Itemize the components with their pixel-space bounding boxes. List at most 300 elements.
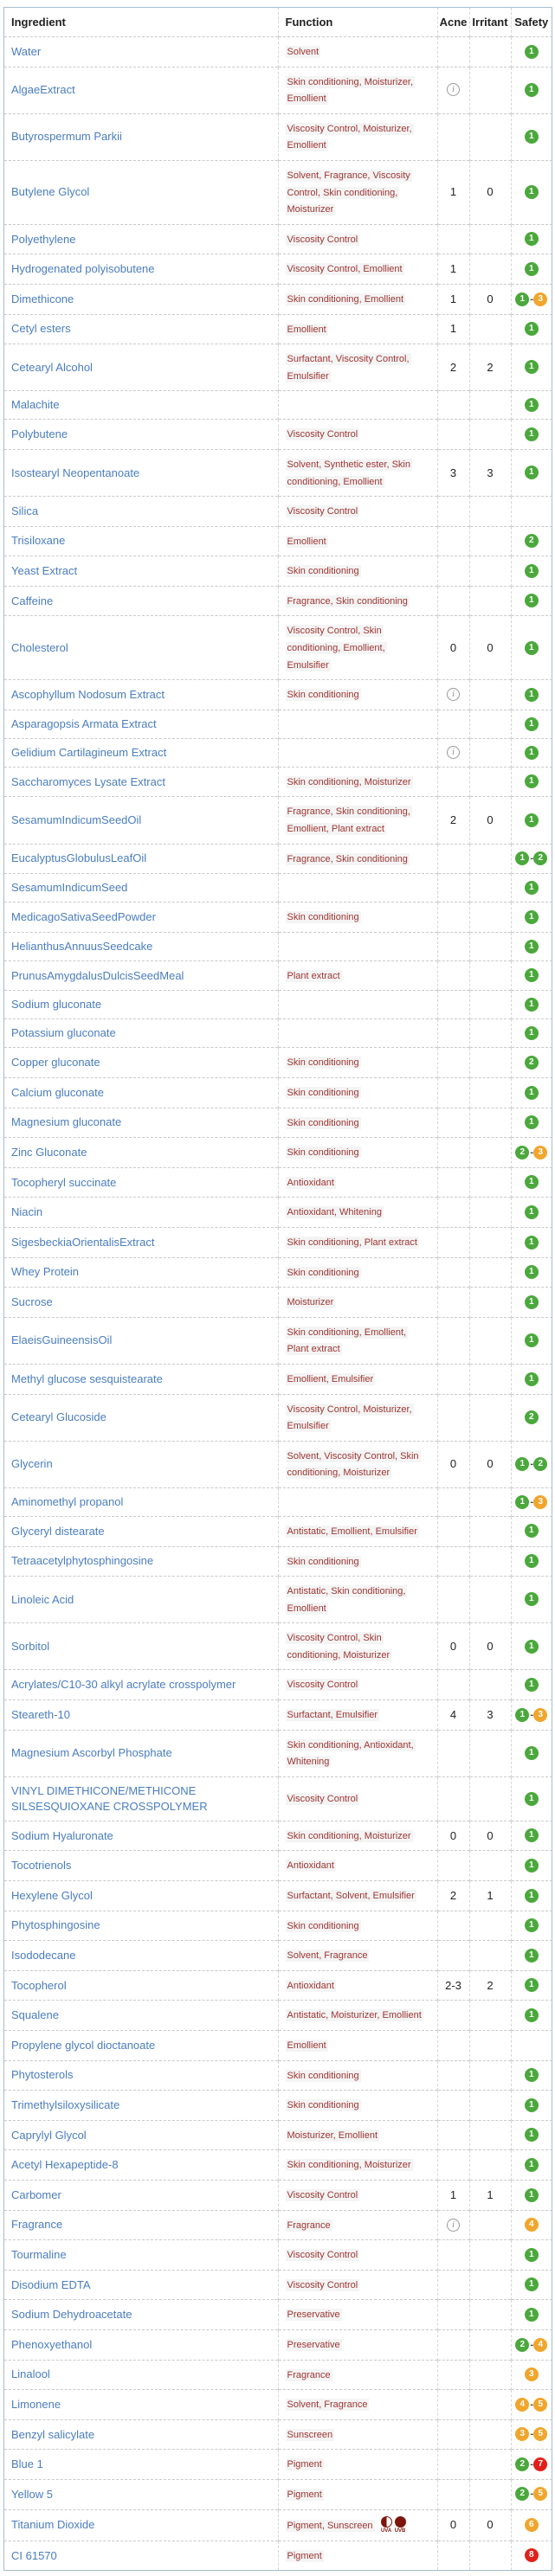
ingredient-link[interactable]: Sorbitol [11,1639,50,1653]
table-row [4,1941,552,1971]
safety-cell [511,1167,552,1198]
function-cell [278,797,437,844]
table-row [4,797,552,844]
safety-badge: 1 [525,262,539,276]
safety-cell [511,1700,552,1731]
ingredient-link[interactable]: Butylene Glycol [11,185,90,199]
function-cell [278,224,437,254]
function-cell [278,1941,437,1971]
safety-range-dash: - [530,1459,533,1470]
irritant-cell [469,1623,511,1670]
ingredient-link[interactable]: Propylene glycol dioctanoate [11,2038,156,2052]
ingredient-link[interactable]: Disodium EDTA [11,2277,91,2291]
ingredient-link[interactable]: Polybutene [11,427,68,441]
ingredient-link[interactable]: Linoleic Acid [11,1592,74,1606]
safety-badge: 1 [525,2188,539,2202]
ingredient-link[interactable]: Benzyl salicylate [11,2427,95,2441]
ingredient-link[interactable]: Magnesium gluconate [11,1115,122,1129]
function-text: Pigment, Sunscreen [287,2521,373,2532]
uv-protection-icons [378,2516,406,2534]
uva-icon [381,2516,392,2534]
function-cell [278,1776,437,1821]
acne-cell [437,37,469,67]
safety-badge: 4 [525,2218,539,2232]
safety-badge: 2 [525,1056,539,1070]
table-row [4,2240,552,2271]
irritant-cell [469,2150,511,2181]
safety-badge: 1 [525,813,539,827]
function-cell [278,2390,437,2420]
function-cell [278,314,437,344]
function-cell [278,391,437,420]
irritant-cell [469,2300,511,2330]
irritant-cell [469,1227,511,1257]
ingredient-link[interactable]: Cholesterol [11,640,68,654]
acne-cell [437,1138,469,1168]
ingredient-link[interactable]: Silica [11,504,39,517]
ingredient-link[interactable]: ElaeisGuineensisOil [11,1333,113,1347]
ingredient-link[interactable]: PrunusAmygdalusDulcisSeedMeal [11,968,184,982]
function-text: Skin conditioning, Moisturizer [287,2160,411,2171]
table-row [4,1048,552,1078]
safety-badge: 1 [525,1115,539,1129]
acne-value: 3 [449,466,457,479]
safety-cell [511,1546,552,1577]
safety-cell [511,2300,552,2330]
irritant-cell [469,1138,511,1168]
irritant-cell [469,1821,511,1851]
ingredient-link[interactable]: CI 61570 [11,2548,57,2562]
ingredient-link[interactable]: Yeast Extract [11,564,78,578]
table-row [4,1821,552,1851]
safety-badge: 1 [525,232,539,246]
function-cell [278,2450,437,2480]
irritant-value: 2 [487,1978,494,1992]
safety-cell [511,2329,552,2360]
table-row [4,616,552,680]
ingredient-link[interactable]: Titanium Dioxide [11,2518,95,2532]
irritant-cell [469,2180,511,2210]
ingredient-link[interactable]: Ascophyllum Nodosum Extract [11,688,165,702]
function-text: Surfactant, Emulsifier [287,1710,378,1721]
acne-cell [437,1881,469,1911]
ingredient-cell [4,1881,278,1911]
ingredient-link[interactable]: Malachite [11,398,60,412]
ingredient-link[interactable]: Steareth-10 [11,1707,70,1721]
irritant-cell [469,556,511,587]
ingredient-link[interactable]: Acetyl Hexapeptide-8 [11,2158,119,2172]
function-cell [278,586,437,616]
safety-badge: 1 [525,594,539,607]
safety-cell [511,1670,552,1700]
ingredient-link[interactable]: Cetearyl Alcohol [11,360,93,374]
safety-cell [511,1364,552,1394]
ingredient-cell [4,1546,278,1577]
safety-badge: 5 [533,2427,547,2441]
acne-cell [437,224,469,254]
irritant-cell [469,314,511,344]
irritant-cell [469,1970,511,2001]
safety-badge: 1 [525,2248,539,2262]
safety-cell [511,1108,552,1138]
irritant-cell [469,797,511,844]
function-cell [278,2419,437,2450]
table-row [4,1227,552,1257]
ingredient-link[interactable]: Fragrance [11,2218,63,2232]
info-icon[interactable]: i [447,746,460,759]
ingredient-link[interactable]: Tocopheryl succinate [11,1175,117,1189]
function-text: Plant extract [287,970,340,981]
uvb-icon [395,2516,406,2534]
ingredient-link[interactable]: Saccharomyces Lysate Extract [11,774,165,788]
function-cell [278,1851,437,1881]
acne-cell [437,2091,469,2121]
ingredient-link[interactable]: Tocotrienols [11,1859,72,1873]
acne-value: 2 [449,1888,457,1902]
table-row [4,2419,552,2450]
acne-cell [437,2541,469,2570]
safety-badge: 1 [525,2098,539,2112]
acne-cell [437,1257,469,1288]
function-text: Fragrance, Skin conditioning, Emollient, Plant extract [287,806,410,835]
ingredient-link[interactable]: Dimethicone [11,292,74,305]
safety-badge: 3 [515,2427,529,2441]
acne-value: 2 [449,813,457,827]
ingredient-cell [4,932,278,960]
ingredient-link[interactable]: Isododecane [11,1949,76,1963]
safety-cell [511,556,552,587]
ingredient-link[interactable]: Trimethylsiloxysilicate [11,2097,120,2111]
safety-badge: 1 [525,1859,539,1873]
function-text: Skin conditioning, Moisturizer [287,1830,411,1841]
ingredient-link[interactable]: Caprylyl Glycol [11,2128,87,2142]
irritant-cell [469,616,511,680]
ingredient-link[interactable]: Limonene [11,2397,61,2411]
function-text: Moisturizer, Emollient [287,2130,378,2141]
function-cell [278,1108,437,1138]
safety-range-dash: - [530,2339,533,2350]
acne-cell [437,680,469,710]
function-text: Skin conditioning [287,2100,359,2111]
ingredient-link[interactable]: Butyrospermum Parkii [11,130,122,144]
acne-cell [437,960,469,991]
table-row [4,1138,552,1168]
ingredient-link[interactable]: Cetearyl Glucoside [11,1410,106,1424]
ingredient-cell [4,1577,278,1623]
ingredient-link[interactable]: Tetraacetylphytosphingosine [11,1554,154,1568]
irritant-cell [469,1019,511,1048]
info-icon[interactable]: i [447,2219,460,2232]
irritant-value: 1 [487,2187,494,2201]
ingredient-link[interactable]: VINYL DIMETHICONE/METHICONE SILSESQUIOXANE CROSSPOLYMER [11,1783,208,1813]
safety-badge: 1 [525,1640,539,1654]
irritant-cell [469,2419,511,2450]
table-row [4,1700,552,1731]
irritant-value: 3 [487,1707,494,1721]
function-text: Emollient [287,324,326,335]
safety-badge: 1 [525,746,539,760]
safety-cell [511,344,552,391]
function-cell [278,1911,437,1941]
ingredient-link[interactable]: Squalene [11,2008,59,2022]
function-cell [278,1364,437,1394]
safety-cell [511,1730,552,1776]
ingredient-link[interactable]: Phenoxyethanol [11,2337,93,2351]
acne-value: 0 [449,640,457,654]
header-ingredient: Ingredient [11,16,66,29]
ingredient-link[interactable]: Blue 1 [11,2457,43,2471]
acne-cell [437,2210,469,2240]
acne-cell [437,874,469,903]
irritant-cell [469,2479,511,2509]
table-row [4,1487,552,1516]
safety-cell [511,797,552,844]
ingredient-link[interactable]: Sucrose [11,1294,53,1308]
ingredient-cell [4,586,278,616]
safety-badge: 1 [525,1236,539,1249]
safety-cell [511,314,552,344]
safety-cell [511,2031,552,2061]
acne-cell [437,1288,469,1318]
function-text: Pigment [287,2550,322,2561]
function-cell [278,1048,437,1078]
table-row [4,1670,552,1700]
safety-cell [511,1288,552,1318]
safety-cell [511,1941,552,1971]
acne-cell [437,1078,469,1108]
acne-cell [437,903,469,933]
safety-cell [511,1138,552,1168]
irritant-cell [469,1078,511,1108]
ingredient-link[interactable]: SesamumIndicumSeed [11,881,128,895]
ingredient-link[interactable]: Glyceryl distearate [11,1524,105,1538]
function-cell [278,767,437,797]
acne-cell [437,1487,469,1516]
ingredient-link[interactable]: Yellow 5 [11,2487,53,2501]
function-cell [278,2150,437,2181]
ingredient-cell [4,284,278,314]
safety-cell [511,2210,552,2240]
irritant-cell [469,710,511,738]
safety-cell [511,1078,552,1108]
function-text: Solvent, Synthetic ester, Skin conditioning, Emollient [287,459,410,487]
safety-badge: 1 [525,1678,539,1692]
safety-cell [511,1623,552,1670]
ingredient-link[interactable]: Gelidium Cartilagineum Extract [11,745,167,759]
ingredient-cell [4,2240,278,2271]
table-row [4,67,552,113]
ingredient-cell [4,2360,278,2390]
irritant-cell [469,586,511,616]
acne-cell [437,1227,469,1257]
function-cell [278,1487,437,1516]
table-row [4,2360,552,2390]
ingredient-link[interactable]: Asparagopsis Armata Extract [11,716,157,730]
function-cell [278,2509,437,2541]
irritant-cell [469,738,511,767]
safety-cell [511,616,552,680]
function-text: Pigment [287,2489,322,2500]
function-text: Antioxidant, Whitening [287,1207,382,1218]
function-text: Antioxidant [287,1177,334,1188]
ingredient-cell [4,1911,278,1941]
irritant-cell [469,344,511,391]
function-text: Skin conditioning [287,1088,359,1098]
safety-range-dash: - [530,1709,533,1720]
ingredient-link[interactable]: Tocopherol [11,1978,67,1992]
ingredient-link[interactable]: Zinc Gluconate [11,1145,87,1159]
ingredient-link[interactable]: Linalool [11,2367,50,2381]
safety-cell [511,844,552,874]
irritant-cell [469,2240,511,2271]
safety-badge: 1 [515,292,529,306]
acne-cell [437,710,469,738]
safety-cell [511,1487,552,1516]
ingredient-link[interactable]: Tourmaline [11,2247,67,2261]
table-header-row [4,8,552,37]
function-text: Skin conditioning, Moisturizer, Emollient [287,76,414,105]
ingredient-link[interactable]: AlgaeExtract [11,83,75,97]
function-cell [278,1167,437,1198]
ingredient-link[interactable]: EucalyptusGlobulusLeafOil [11,851,147,865]
table-row [4,1257,552,1288]
safety-badge: 1 [525,2008,539,2022]
safety-cell [511,1881,552,1911]
acne-cell [437,1911,469,1941]
ingredient-link[interactable]: HelianthusAnnuusSeedcake [11,939,153,953]
ingredient-cell [4,1108,278,1138]
acne-cell [437,1577,469,1623]
table-row [4,113,552,160]
ingredient-link[interactable]: Hydrogenated polyisobutene [11,262,155,276]
ingredient-link[interactable]: Sodium Dehydroacetate [11,2308,132,2322]
safety-cell [511,113,552,160]
ingredient-link[interactable]: Hexylene Glycol [11,1888,93,1902]
function-cell [278,2091,437,2121]
acne-cell [437,932,469,960]
safety-badge: 1 [525,1372,539,1386]
ingredient-cell [4,1821,278,1851]
ingredient-link[interactable]: Sodium gluconate [11,998,102,1012]
function-text: Skin conditioning [287,1147,359,1159]
ingredient-link[interactable]: Cetyl esters [11,322,71,336]
safety-badge: 1 [525,2158,539,2172]
irritant-cell [469,1851,511,1881]
info-icon[interactable]: i [447,83,460,96]
irritant-cell [469,2360,511,2390]
safety-badge: 1 [525,688,539,702]
safety-cell [511,710,552,738]
function-text: Viscosity Control, Moisturizer, Emollient [287,123,412,151]
irritant-cell [469,2091,511,2121]
ingredient-link[interactable]: Glycerin [11,1457,53,1471]
acne-cell [437,284,469,314]
ingredient-link[interactable]: Aminomethyl propanol [11,1494,124,1508]
ingredient-link[interactable]: Calcium gluconate [11,1085,104,1099]
safety-badge: 5 [533,2398,547,2412]
acne-cell [437,391,469,420]
function-text: Viscosity Control, Skin conditioning, Emollient, Emulsifier [287,626,385,671]
safety-cell [511,1441,552,1487]
ingredient-link[interactable]: Methyl glucose sesquistearate [11,1372,163,1385]
irritant-value: 0 [487,813,494,827]
ingredient-link[interactable]: SigesbeckiaOrientalisExtract [11,1235,155,1249]
ingredient-link[interactable]: MedicagoSativaSeedPowder [11,910,156,924]
table-row [4,37,552,67]
ingredient-cell [4,2060,278,2091]
irritant-cell [469,2509,511,2541]
irritant-cell [469,903,511,933]
ingredient-link[interactable]: Isostearyl Neopentanoate [11,466,140,479]
ingredient-cell [4,2541,278,2570]
table-row [4,2390,552,2420]
irritant-value: 0 [487,640,494,654]
ingredient-link[interactable]: Water [11,44,42,58]
header-function: Function [278,8,437,37]
irritant-cell [469,1198,511,1228]
safety-cell [511,2150,552,2181]
irritant-value: 0 [487,185,494,199]
safety-cell [511,254,552,285]
irritant-value: 0 [487,1639,494,1653]
function-cell [278,160,437,224]
safety-badge: 1 [525,2308,539,2322]
table-row [4,710,552,738]
info-icon[interactable]: i [447,688,460,701]
function-cell [278,1623,437,1670]
function-cell [278,497,437,527]
safety-cell [511,2390,552,2420]
safety-badge: 2 [515,2338,529,2352]
ingredient-link[interactable]: SesamumIndicumSeedOil [11,813,142,827]
ingredient-link[interactable]: Copper gluconate [11,1056,100,1070]
function-text: Skin conditioning, Moisturizer [287,776,411,787]
ingredient-link[interactable]: Magnesium Ascorbyl Phosphate [11,1746,172,1760]
ingredient-cell [4,1851,278,1881]
ingredient-cell [4,903,278,933]
acne-cell [437,991,469,1019]
ingredient-link[interactable]: Carbomer [11,2187,61,2201]
ingredient-cell [4,160,278,224]
ingredient-cell [4,1394,278,1441]
function-text: Viscosity Control, Moisturizer, Emulsifier [287,1404,412,1432]
irritant-cell [469,526,511,556]
ingredient-link[interactable]: Sodium Hyaluronate [11,1828,113,1842]
function-text: Solvent, Fragrance [287,1950,368,1962]
irritant-value: 0 [487,292,494,305]
acne-cell [437,2419,469,2450]
ingredient-link[interactable]: Acrylates/C10-30 alkyl acrylate crosspolymer [11,1678,236,1692]
ingredient-link[interactable]: Polyethylene [11,232,76,246]
safety-cell [511,420,552,450]
function-cell [278,344,437,391]
safety-badge: 3 [533,1146,547,1160]
ingredient-link[interactable]: Phytosterols [11,2068,74,2082]
ingredient-link[interactable]: Niacin [11,1205,43,1219]
safety-range-dash: - [530,293,533,305]
ingredient-link[interactable]: Potassium gluconate [11,1026,116,1040]
safety-badge: 8 [525,2548,539,2562]
ingredient-link[interactable]: Caffeine [11,594,54,607]
irritant-cell [469,1487,511,1516]
table-row [4,1364,552,1394]
ingredient-link[interactable]: Phytosphingosine [11,1918,100,1932]
ingredient-link[interactable]: Whey Protein [11,1265,80,1279]
ingredient-cell [4,1700,278,1731]
safety-cell [511,284,552,314]
ingredient-link[interactable]: Trisiloxane [11,534,66,548]
irritant-cell [469,960,511,991]
